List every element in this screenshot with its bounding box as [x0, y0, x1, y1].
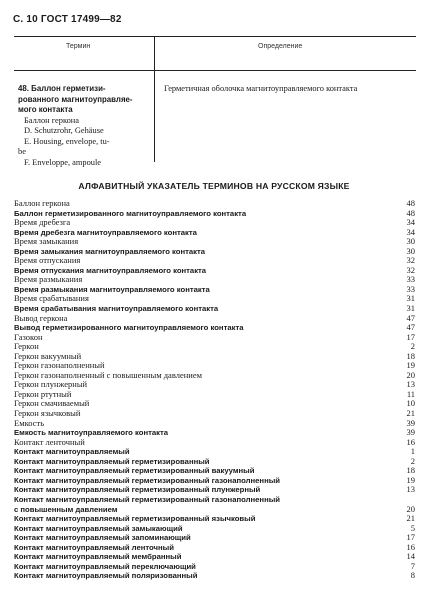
index-term: Время размыкания магнитоуправляемого контакта [14, 284, 210, 294]
index-row [14, 457, 415, 467]
index-row [14, 476, 415, 486]
index-row [14, 466, 415, 476]
index-term: Баллон герметизированного магнитоуправляемого контакта [14, 208, 247, 218]
index-term: Геркон плунжерный [14, 379, 88, 390]
index-term: Контакт магнитоуправляемый мембранный [14, 552, 182, 562]
index-term: Контакт магнитоуправляемый герметизированный газонаполненный [14, 494, 280, 504]
index-row [14, 333, 415, 343]
index-term: Контакт магнитоуправляемый запоминающий [14, 533, 191, 543]
index-term: Время срабатывания [14, 293, 89, 304]
index-term: Время замыкания [14, 236, 79, 247]
index-term: Вывод герметизированного магнитоуправляемого контакта [14, 323, 244, 333]
term-line: мого контакта [18, 105, 73, 114]
index-term: Геркон [14, 341, 39, 352]
index-number: 14 [406, 551, 415, 562]
index-title: АЛФАВИТНЫЙ УКАЗАТЕЛЬ ТЕРМИНОВ НА РУССКОМ ЯЗЫКЕ [78, 181, 350, 191]
index-row [14, 447, 415, 457]
table-column-divider [154, 36, 155, 162]
index-number: 34 [406, 217, 415, 228]
index-number: 1 [410, 446, 415, 457]
index-row [14, 514, 415, 524]
index-number: 19 [406, 474, 415, 485]
index-number: 8 [410, 570, 415, 581]
index-term: Время размыкания [14, 274, 83, 285]
index-number: 34 [406, 226, 415, 237]
index-number: 18 [406, 350, 415, 361]
index-row [14, 294, 415, 304]
index-number: 16 [406, 541, 415, 552]
index-number: 13 [406, 484, 415, 495]
foreign-term-en-cont: be [18, 147, 26, 156]
index-number: 33 [406, 274, 415, 285]
index-row [14, 495, 415, 505]
index-term: Емкость магнитоуправляемого контакта [14, 428, 169, 438]
index-number: 47 [406, 312, 415, 323]
index-term: Контакт магнитоуправляемый герметизированный язычковый [14, 514, 256, 524]
index-number: 33 [406, 283, 415, 294]
term-line: 48. Баллон герметизи- [18, 84, 106, 93]
index-row [14, 380, 415, 390]
index-number: 16 [406, 436, 415, 447]
index-number: 17 [406, 331, 415, 342]
table-top-rule [14, 36, 416, 37]
index-term: Газокон [14, 331, 43, 342]
foreign-term-fr: F. Enveloppe, ampoule [24, 157, 102, 167]
index-number: 39 [406, 427, 415, 438]
index-term: Время дребезга магнитоуправляемого контакта [14, 227, 197, 237]
page-header: С. 10 ГОСТ 17499—82 [13, 14, 122, 25]
foreign-term-en: E. Housing, envelope, tu- [24, 136, 110, 146]
index-number: 47 [406, 322, 415, 333]
table-header-rule [14, 70, 416, 71]
index-term: Контакт магнитоуправляемый герметизированный вакуумный [14, 466, 255, 476]
index-term: Контакт магнитоуправляемый поляризованный [14, 571, 198, 581]
index-term: Геркон ртутный [14, 388, 72, 399]
index-number: 21 [406, 408, 415, 419]
index-term: Баллон геркона [14, 198, 70, 208]
index-term: с повышенным давлением [14, 504, 118, 514]
index-term: Контакт магнитоуправляемый герметизированный [14, 456, 210, 466]
term-table [14, 36, 416, 167]
index-number: 30 [406, 245, 415, 256]
index-number: 19 [406, 360, 415, 371]
index-row [14, 409, 415, 419]
index-number: 10 [406, 398, 415, 409]
index-term: Геркон газонаполненный [14, 360, 105, 371]
definition-cell: Герметичная оболочка магнитоуправляемого контакта [164, 84, 358, 93]
index-term: Контакт ленточный [14, 436, 85, 447]
term-cell [18, 84, 146, 168]
index-row [14, 552, 415, 562]
index-row [14, 314, 415, 324]
index-number: 32 [406, 255, 415, 266]
index-row [14, 256, 415, 266]
index-term: Контакт магнитоуправляемый переключающий [14, 561, 196, 571]
index-term: Контакт магнитоуправляемый герметизированный газонаполненный [14, 475, 280, 485]
index-term: Контакт магнитоуправляемый [14, 447, 130, 457]
index-row [14, 419, 415, 429]
index-term: Контакт магнитоуправляемый замыкающий [14, 523, 183, 533]
index-number: 2 [410, 341, 415, 352]
index-term: Время дребезга [14, 217, 71, 228]
index-number: 11 [406, 388, 415, 399]
index-term: Геркон язычковый [14, 408, 81, 419]
index-term: Геркон смачиваемый [14, 398, 90, 409]
index-row [14, 237, 415, 247]
index-row [14, 304, 415, 314]
index-row [14, 209, 415, 219]
index-term: Время замыкания магнитоуправляемого контакта [14, 246, 206, 256]
index-row [14, 562, 415, 572]
index-number: 21 [406, 513, 415, 524]
index-number: 32 [406, 264, 415, 275]
index-number: 48 [406, 198, 415, 208]
term-line: рованного магнитоуправляе- [18, 94, 133, 104]
index-number: 5 [410, 522, 415, 533]
index-number: 20 [406, 503, 415, 514]
term-synonym: Баллон геркона [24, 115, 79, 125]
index-number: 30 [406, 236, 415, 247]
index-row [14, 485, 415, 495]
column-header-term: Термин [66, 43, 91, 50]
index-term: Емкость [14, 417, 45, 428]
index-row [14, 438, 415, 448]
index-number: 17 [406, 532, 415, 543]
index-term: Контакт магнитоуправляемый герметизированный плунжерный [14, 485, 261, 495]
alphabetical-index [14, 199, 415, 581]
index-number: 20 [406, 369, 415, 380]
column-header-definition: Определение [258, 43, 303, 50]
index-term: Контакт магнитоуправляемый ленточный [14, 542, 174, 552]
index-number: 7 [410, 560, 415, 571]
foreign-term-de: D. Schutzrohr, Gehäuse [24, 126, 104, 135]
index-term: Время отпускания [14, 255, 81, 266]
index-row [14, 275, 415, 285]
index-row [14, 533, 415, 543]
index-row [14, 543, 415, 553]
index-term: Вывод геркона [14, 312, 68, 323]
index-number: 39 [406, 417, 415, 428]
index-number: 18 [406, 465, 415, 476]
index-number: 31 [406, 303, 415, 314]
index-row [14, 505, 415, 515]
index-number: 13 [406, 379, 415, 390]
index-row [14, 323, 415, 333]
index-row [14, 199, 415, 209]
index-number: 2 [410, 455, 415, 466]
index-term: Время отпускания магнитоуправляемого контакта [14, 265, 207, 275]
index-term: Время срабатывания магнитоуправляемого контакта [14, 304, 219, 314]
index-row [14, 571, 415, 581]
index-term: Геркон вакуумный [14, 350, 82, 361]
index-row [14, 524, 415, 534]
index-row [14, 218, 415, 228]
index-term: Геркон газонаполненный с повышенным давлением [14, 369, 202, 380]
index-number: 48 [406, 207, 415, 218]
index-number: 31 [406, 293, 415, 304]
